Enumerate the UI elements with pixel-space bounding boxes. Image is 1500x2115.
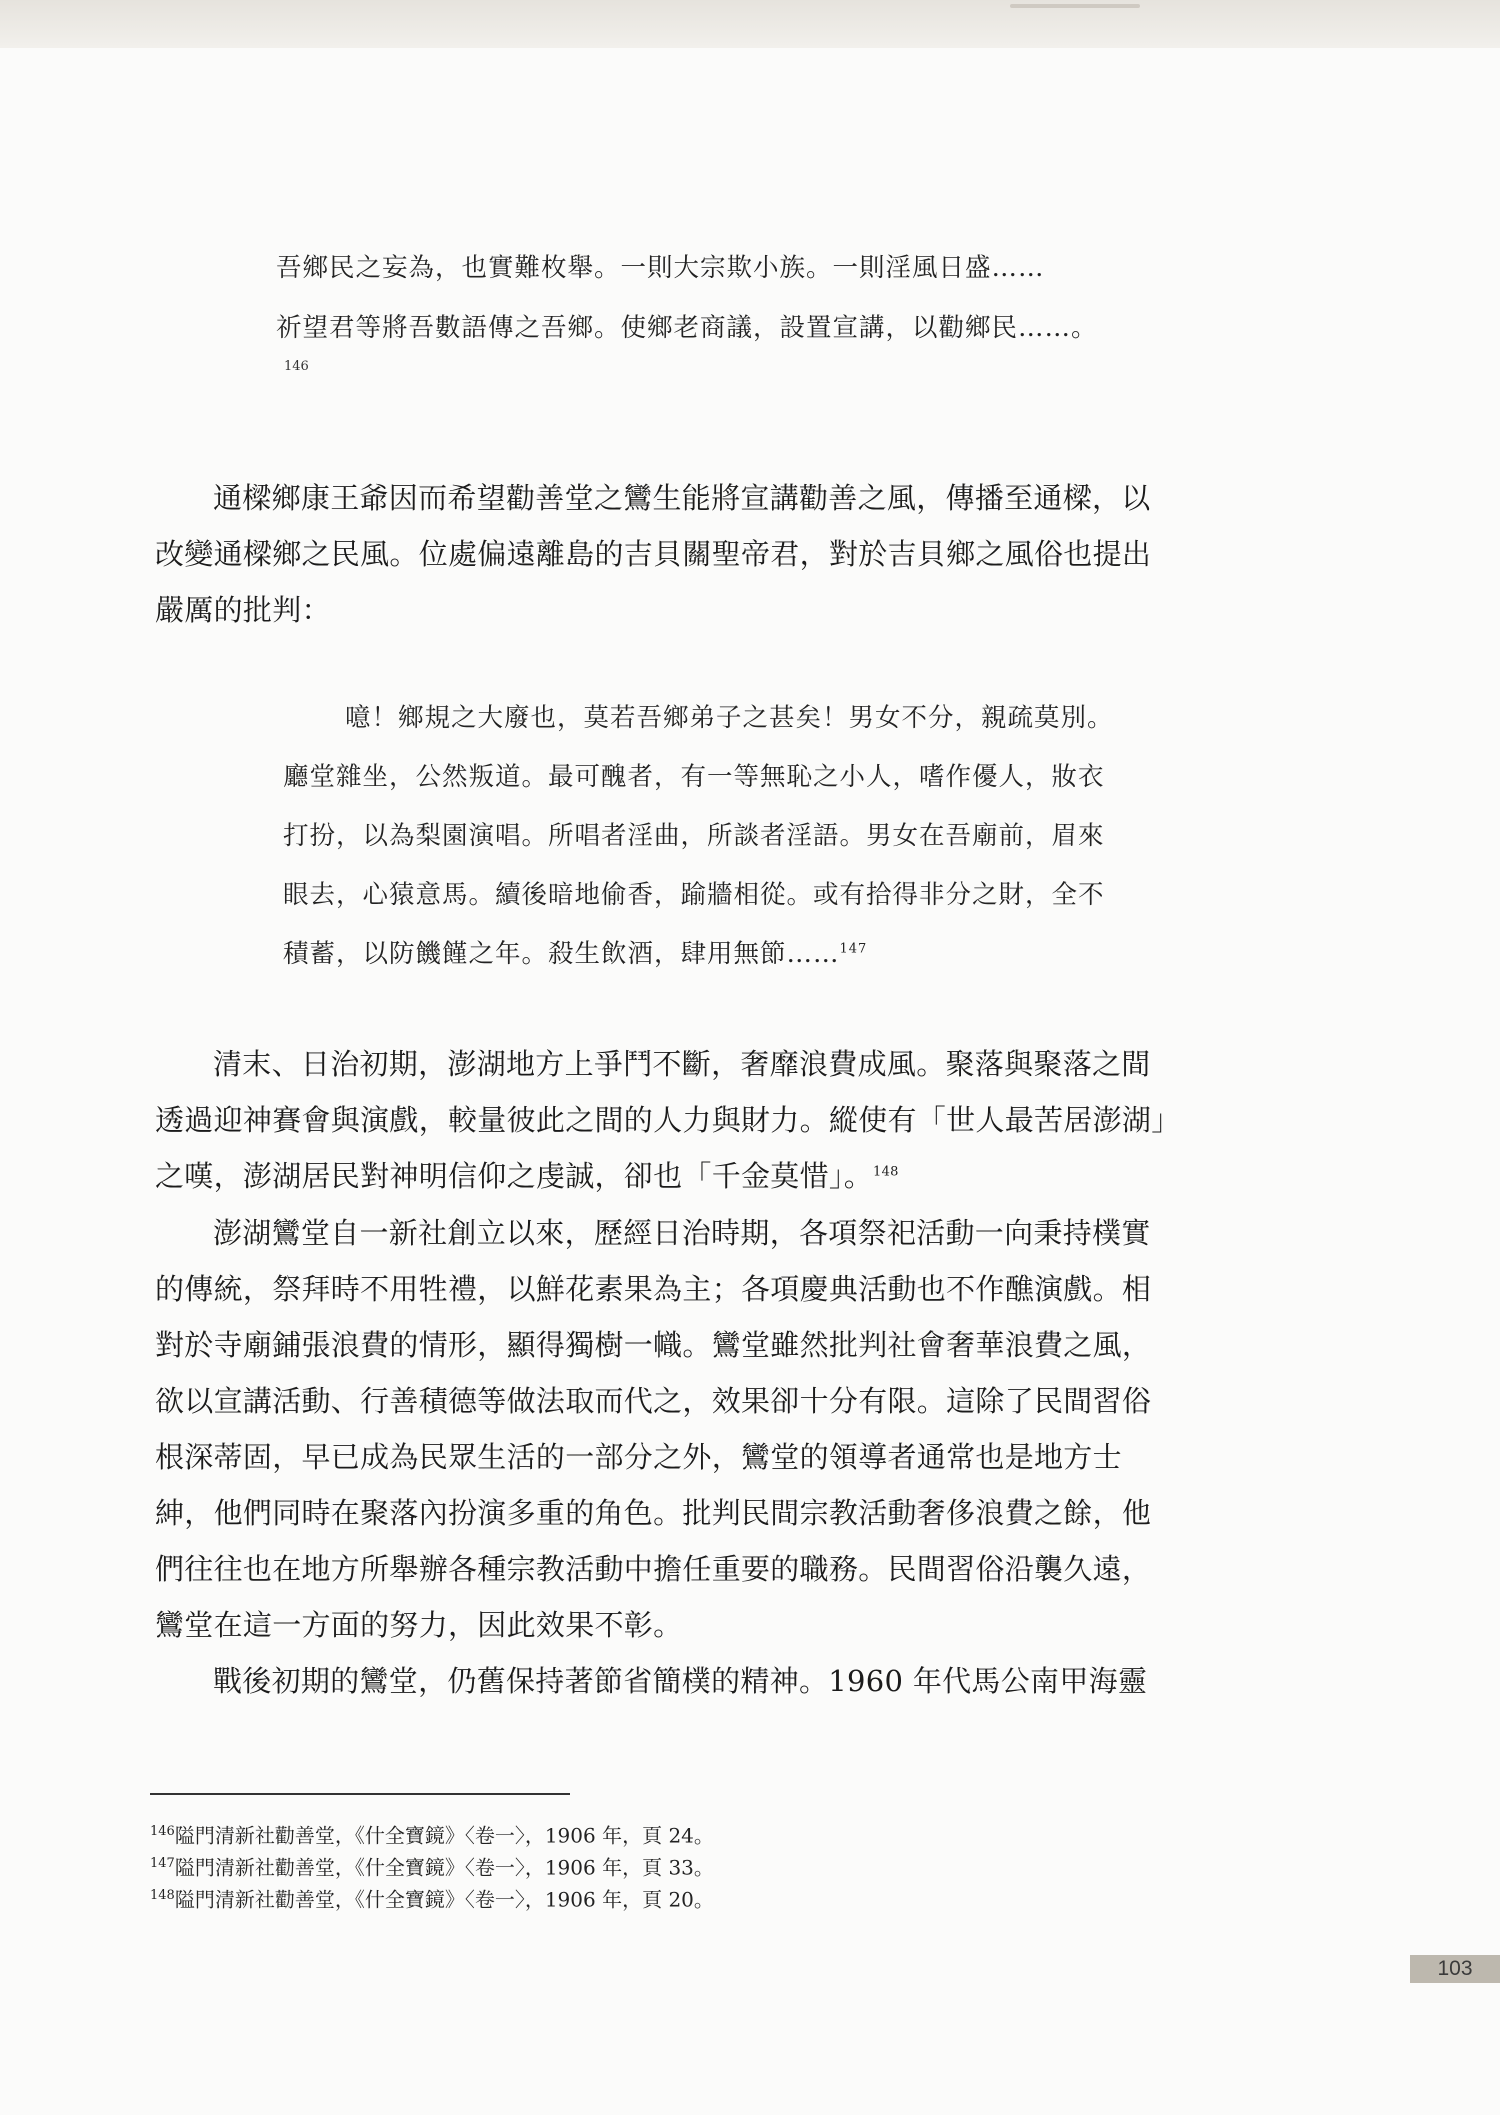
footnote-ref-148: 148 (873, 1164, 899, 1180)
para3-line-2: 的傳統，祭拜時不用牲禮，以鮮花素果為主；各項慶典活動也不作醮演戲。相 (155, 1272, 1152, 1306)
para3-line-4: 欲以宣講活動、行善積德等做法取而代之，效果卻十分有限。這除了民間習俗 (155, 1384, 1152, 1418)
para3-line-6: 紳，他們同時在聚落內扮演多重的角色。批判民間宗教活動奢侈浪費之餘，他 (155, 1496, 1152, 1530)
para3-line-8: 鸞堂在這一方面的努力，因此效果不彰。 (155, 1608, 683, 1642)
para1-line-2: 改變通樑鄉之民風。位處偏遠離島的吉貝關聖帝君，對於吉貝鄉之風俗也提出 (155, 537, 1152, 571)
para1-line-1: 通樑鄉康王爺因而希望勸善堂之鸞生能將宣講勸善之風，傳播至通樑，以 (213, 481, 1151, 515)
footnote-147 (150, 1857, 714, 1878)
para2-line-3-text: 之嘆，澎湖居民對神明信仰之虔誠，卻也「千金莫惜」。 (155, 1159, 874, 1193)
para3-line-5: 根深蒂固，早已成為民眾生活的一部分之外，鸞堂的領導者通常也是地方士 (155, 1440, 1122, 1474)
page-top-shadow (0, 0, 1500, 48)
footnote-146-num: 146 (150, 1824, 175, 1839)
para1-line-3: 嚴厲的批判： (155, 593, 331, 627)
para4-line-1: 戰後初期的鸞堂，仍舊保持著節省簡樸的精神。1960 年代馬公南甲海靈 (213, 1664, 1148, 1698)
para2-line-3 (155, 1159, 899, 1193)
footnote-divider (150, 1793, 570, 1795)
footnote-ref-147: 147 (839, 941, 868, 957)
para2-line-1: 清末、日治初期，澎湖地方上爭鬥不斷，奢靡浪費成風。聚落與聚落之間 (213, 1047, 1151, 1081)
footnote-148-text: 隘門清新社勸善堂，《什全寶鏡》〈卷一〉，1906 年，頁 20。 (174, 1887, 714, 1912)
quote2-line-5-text: 積蓄，以防饑饉之年。殺生飲酒，肆用無節…… (283, 939, 840, 969)
footnote-147-num: 147 (150, 1856, 175, 1871)
quote1-line-2: 祈望君等將吾數語傳之吾鄉。使鄉老商議，設置宣講，以勸鄉民……。 (276, 313, 1098, 343)
footnote-ref-146: 146 (284, 359, 309, 374)
footnote-146-text: 隘門清新社勸善堂，《什全寶鏡》〈卷一〉，1906 年，頁 24。 (174, 1823, 714, 1848)
quote2-line-2: 廳堂雜坐，公然叛道。最可醜者，有一等無恥之小人，嗜作優人，妝衣 (283, 762, 1105, 792)
para3-line-7: 們往往也在地方所舉辦各種宗教活動中擔任重要的職務。民間習俗沿襲久遠， (155, 1552, 1152, 1586)
quote2-line-4: 眼去，心猿意馬。續後暗地偷香，踰牆相從。或有拾得非分之財，全不 (283, 880, 1105, 910)
footnote-146 (150, 1825, 714, 1846)
quote1-line-1: 吾鄉民之妄為，也實難枚舉。一則大宗欺小族。一則淫風日盛…… (276, 253, 1045, 283)
footnote-148-num: 148 (150, 1888, 175, 1903)
header-mark (1010, 4, 1140, 8)
para2-line-2: 透過迎神賽會與演戲，較量彼此之間的人力與財力。縱使有「世人最苦居澎湖」 (155, 1103, 1181, 1137)
quote2-line-5 (283, 939, 868, 969)
para3-line-3: 對於寺廟鋪張浪費的情形，顯得獨樹一幟。鸞堂雖然批判社會奢華浪費之風， (155, 1328, 1152, 1362)
quote2-line-3: 打扮，以為梨園演唱。所唱者淫曲，所談者淫語。男女在吾廟前，眉來 (283, 821, 1105, 851)
para3-line-1: 澎湖鸞堂自一新社創立以來，歷經日治時期，各項祭祀活動一向秉持樸實 (213, 1216, 1151, 1250)
footnote-147-text: 隘門清新社勸善堂，《什全寶鏡》〈卷一〉，1906 年，頁 33。 (174, 1855, 714, 1880)
quote2-line-1: 噫！鄉規之大廢也，莫若吾鄉弟子之甚矣！男女不分，親疏莫別。 (345, 703, 1114, 733)
footnote-148 (150, 1889, 714, 1910)
page-number: 103 (1410, 1955, 1500, 1983)
